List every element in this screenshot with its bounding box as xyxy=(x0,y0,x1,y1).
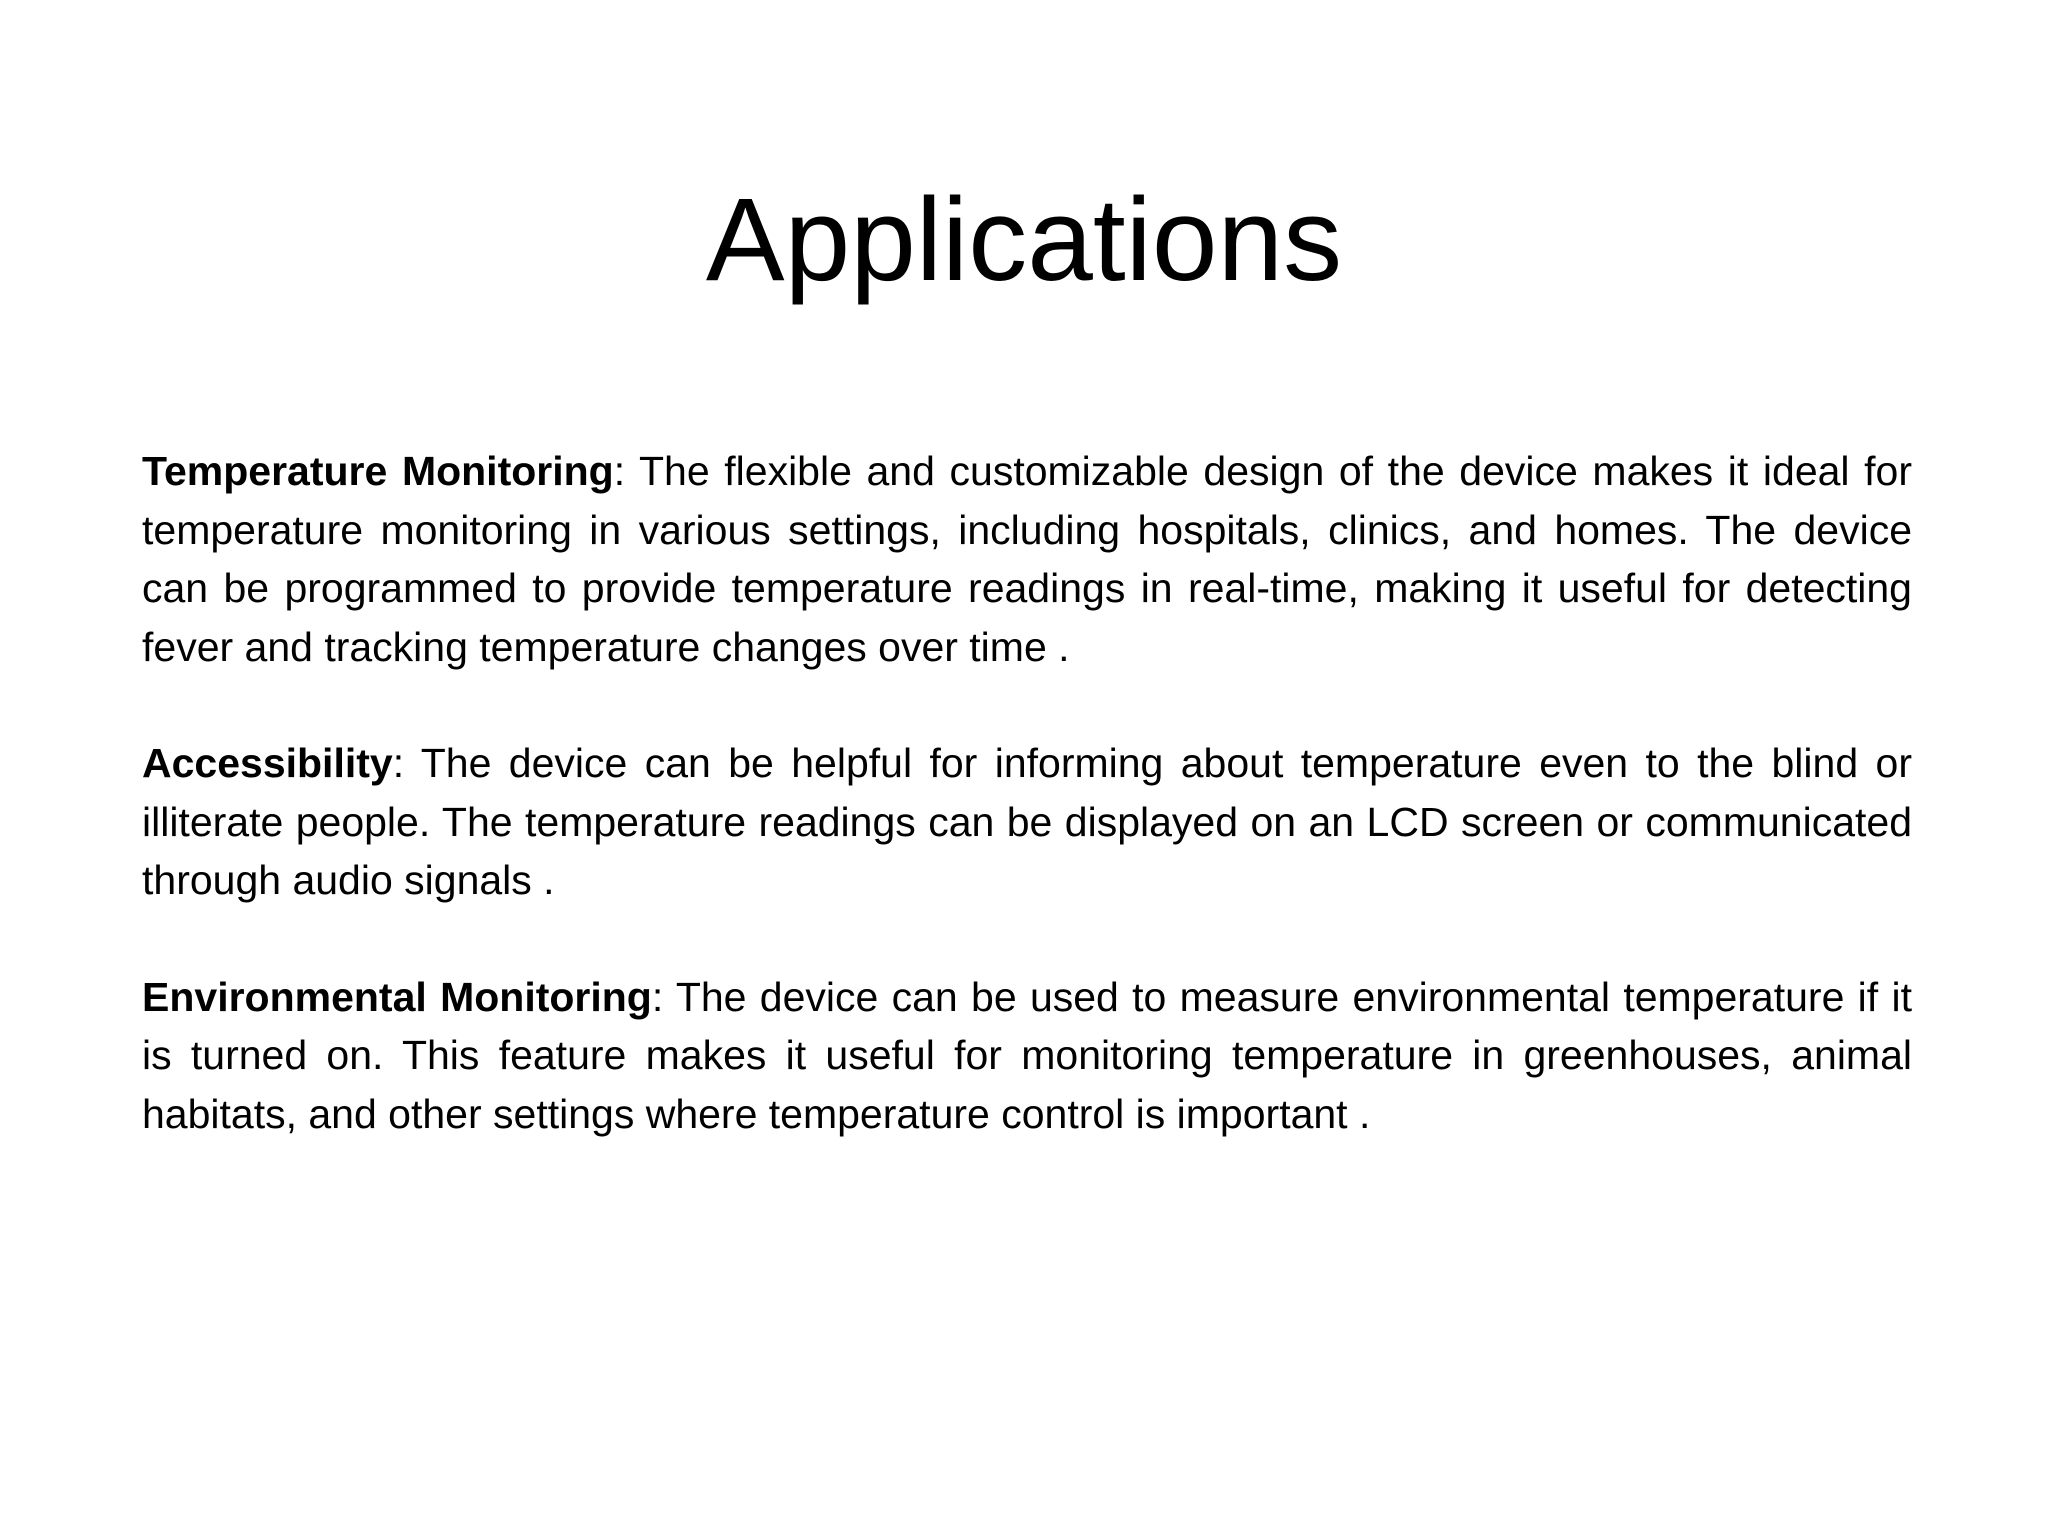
slide-title: Applications xyxy=(705,174,1343,306)
paragraph-text: The device can be helpful for informing about temperature even to the blind or illiterate people. The temperature readings can be displayed on an LCD screen or communicated through audio signals . xyxy=(142,740,1912,903)
paragraph-term: Environmental Monitoring xyxy=(142,973,652,1020)
paragraph-text: The flexible and customizable design of the device makes it ideal for temperature monitoring in various settings, including hospitals, clinics, and homes. The device can be programmed to provide temperature readings in real-time, making it useful for detecting fever and tracking temperature changes over time . xyxy=(142,448,1913,670)
paragraph-term: Temperature Monitoring xyxy=(142,448,614,494)
paragraph-separator: : xyxy=(651,973,676,1020)
paragraph-separator: : xyxy=(392,740,421,786)
paragraph-accessibility xyxy=(142,734,1912,910)
slide-body xyxy=(142,442,1912,1201)
paragraph-term: Accessibility xyxy=(142,740,393,786)
paragraph-environmental-monitoring xyxy=(142,968,1912,1144)
paragraph-separator: : xyxy=(613,448,639,494)
paragraph-text: The device can be used to measure environmental temperature if it is turned on. This feature makes it useful for monitoring temperature in greenhouses, animal habitats, and other settings where temperature control is important . xyxy=(142,973,1912,1137)
paragraph-temperature-monitoring xyxy=(142,442,1912,676)
